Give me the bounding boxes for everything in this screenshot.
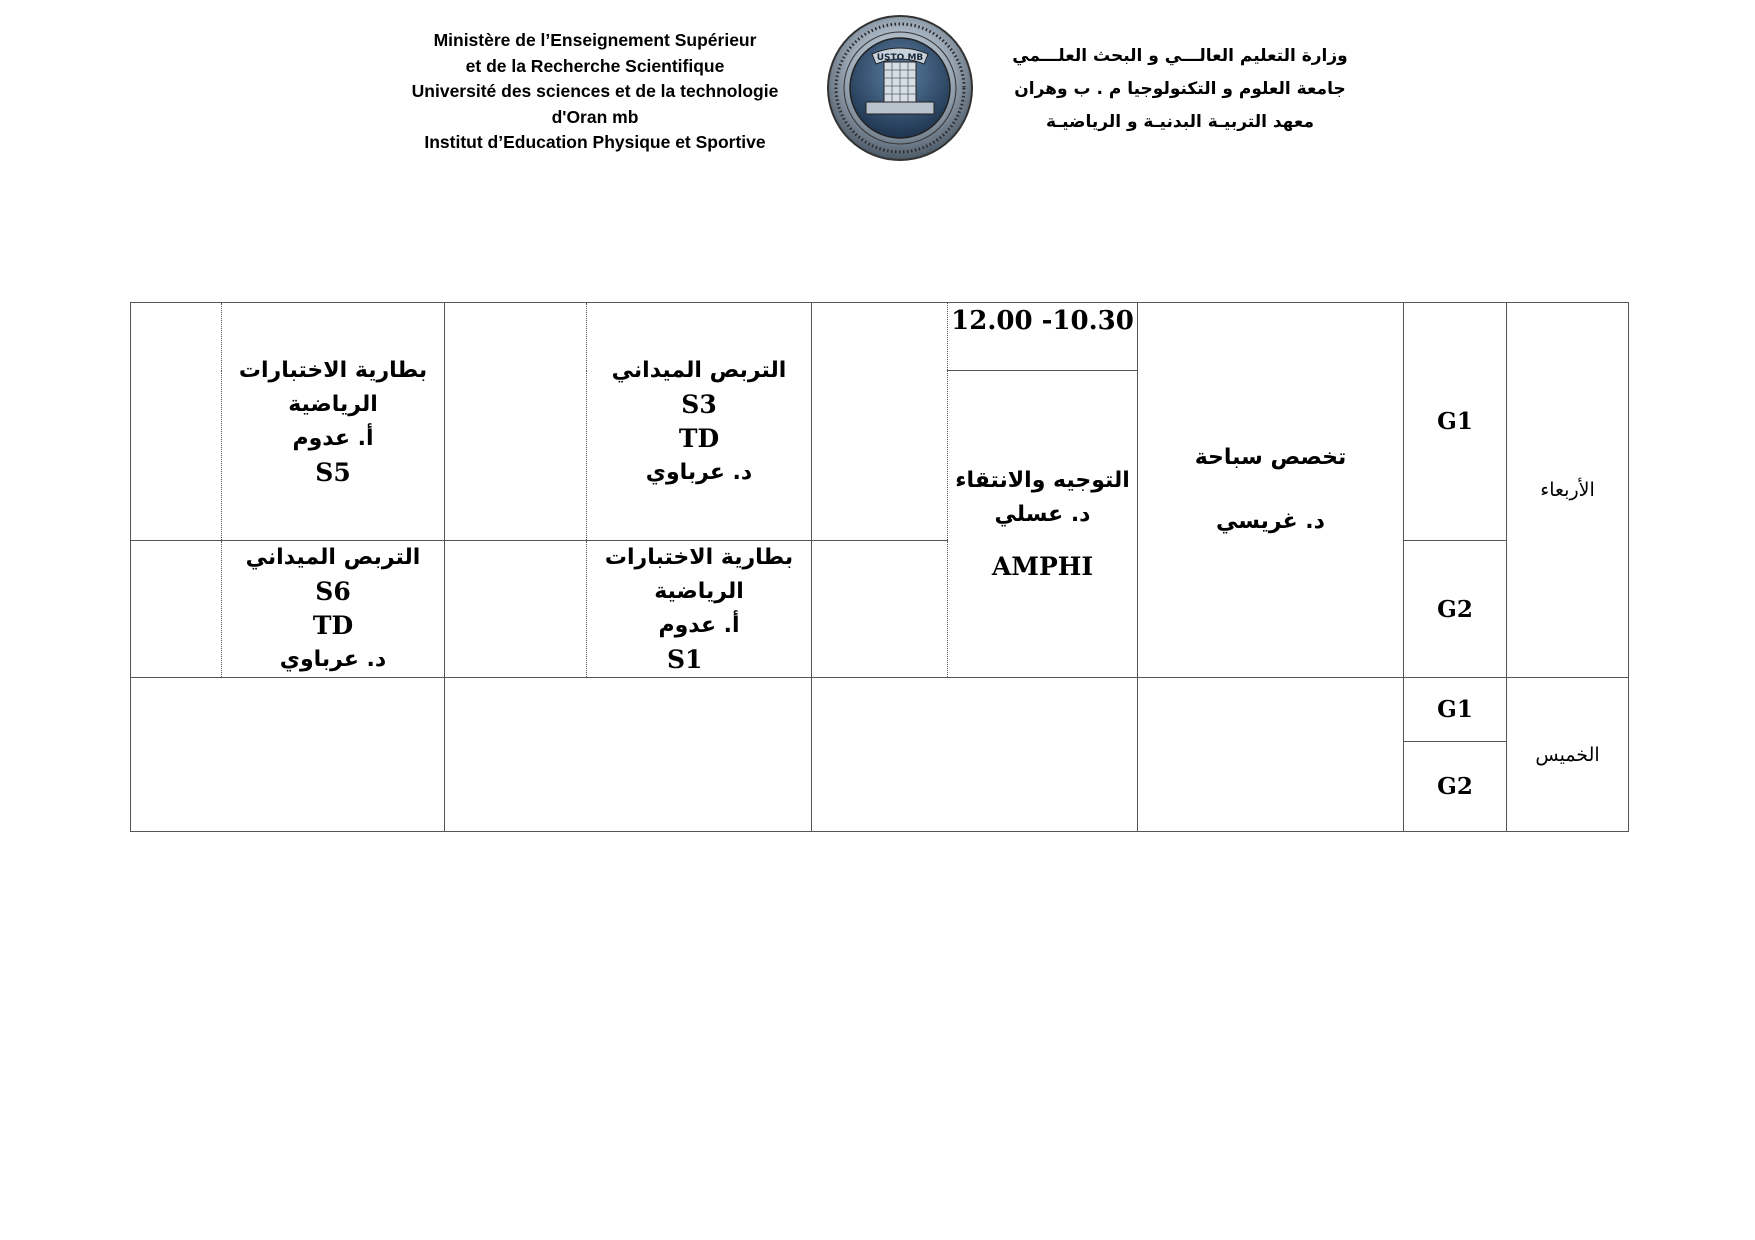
- time-slot: 12.00 -10.30: [948, 303, 1138, 371]
- header-arabic: [1005, 40, 1355, 139]
- g1-internship-type: TD: [678, 423, 720, 453]
- header-french: [390, 28, 800, 156]
- group-label-g2: G2: [1404, 541, 1507, 678]
- g2-battery-title-2: الرياضية: [654, 579, 744, 604]
- empty-cell: [1138, 678, 1404, 832]
- orientation-room: AMPHI: [991, 552, 1094, 581]
- cell-g1-internship: [587, 303, 812, 541]
- cell-g1-battery: [222, 303, 445, 541]
- specialty-teacher: د. غريسي: [1216, 509, 1325, 534]
- g1-internship-teacher: د. عرباوي: [645, 459, 753, 485]
- group-label-thursday-g1: G1: [1404, 678, 1507, 742]
- group-label-thursday-g2: G2: [1404, 742, 1507, 832]
- g2-battery-teacher: أ. عدوم: [658, 613, 740, 638]
- empty-cell: [131, 541, 222, 678]
- empty-cell: [812, 678, 1138, 832]
- empty-cell: [445, 303, 587, 541]
- header-fr-line-2: et de la Recherche Scientifique: [465, 55, 725, 76]
- header-ar-line-3: معهد التربيـة البدنيـة و الرياضيـة: [1045, 112, 1315, 132]
- cell-g2-internship: [222, 541, 445, 678]
- empty-cell: [812, 303, 948, 541]
- g2-internship-title: التربص الميداني: [245, 545, 421, 570]
- g2-internship-teacher: د. عرباوي: [279, 647, 387, 672]
- empty-cell: [131, 303, 222, 541]
- g1-internship-title: التربص الميداني: [611, 357, 787, 383]
- empty-cell: [445, 678, 812, 832]
- orientation-title: التوجيه والانتقاء: [955, 468, 1130, 493]
- g2-battery-room: S1: [667, 645, 703, 674]
- header-fr-line-3: Université des sciences et de la technologie: [411, 81, 779, 101]
- schedule-table: [130, 302, 1629, 832]
- empty-cell: [131, 678, 445, 832]
- g2-battery-title-1: بطارية الاختبارات: [604, 545, 794, 570]
- header-fr-line-1: Ministère de l’Enseignement Supérieur: [433, 30, 757, 50]
- g1-battery-title-2: الرياضية: [288, 391, 378, 417]
- specialty-title: تخصص سباحة: [1194, 445, 1347, 470]
- cell-specialty: [1138, 303, 1404, 678]
- seal-text: USTO MB: [876, 53, 924, 63]
- g1-battery-title-1: بطارية الاختبارات: [238, 357, 428, 383]
- day-label-thursday: الخميس: [1507, 678, 1629, 832]
- cell-orientation: [948, 371, 1138, 678]
- header-ar-line-2: جامعة العلوم و التكنولوجيا م . ب وهران: [1014, 79, 1346, 99]
- empty-cell: [445, 541, 587, 678]
- group-label-g1: G1: [1404, 303, 1507, 541]
- g1-battery-teacher: أ. عدوم: [292, 425, 374, 451]
- header-ar-line-1: وزارة التعليم العالـــي و البحث العلـــمي: [1012, 46, 1348, 66]
- g2-internship-room: S6: [315, 577, 351, 606]
- g1-internship-room: S3: [681, 389, 717, 419]
- empty-cell: [812, 541, 948, 678]
- university-seal-logo: [826, 14, 974, 162]
- header-fr-line-4: d'Oran mb: [551, 106, 639, 127]
- g1-battery-room: S5: [315, 457, 351, 487]
- cell-g2-battery: [587, 541, 812, 678]
- g2-internship-type: TD: [312, 611, 354, 640]
- day-label-wednesday: الأربعاء: [1507, 303, 1629, 678]
- orientation-teacher: د. عسلي: [994, 502, 1091, 527]
- header-fr-line-5: Institut d’Education Physique et Sportive: [424, 132, 766, 152]
